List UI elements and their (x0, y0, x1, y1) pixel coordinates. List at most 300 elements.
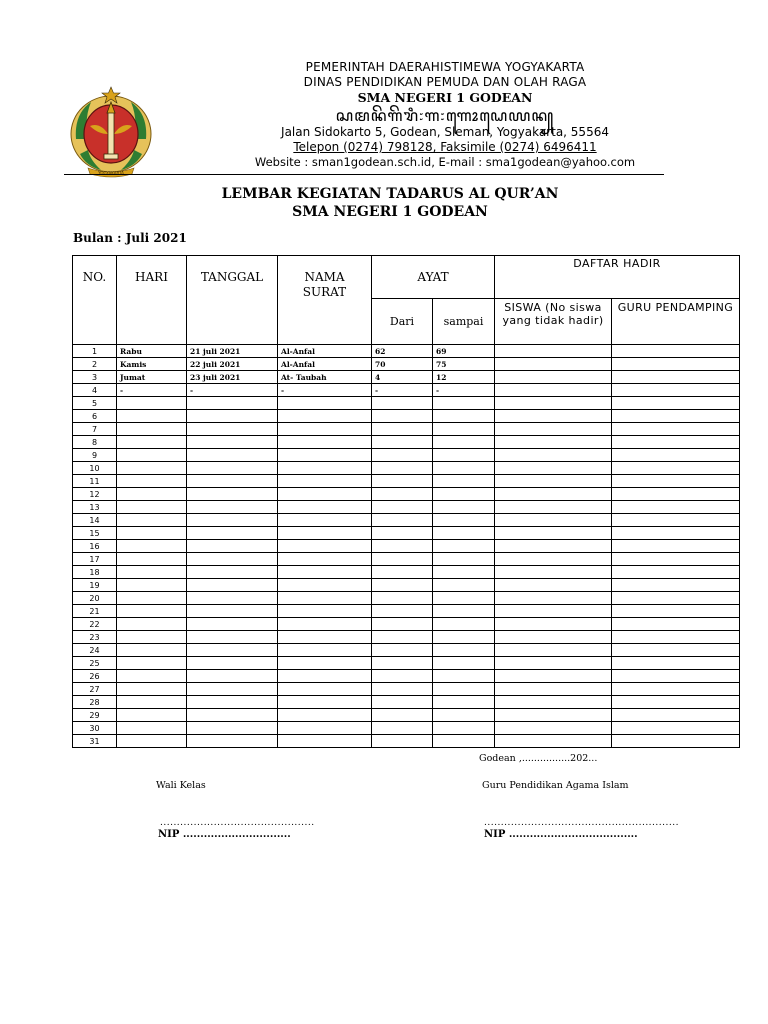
cell-tanggal (187, 722, 278, 735)
cell-tanggal (187, 540, 278, 553)
cell-sampai (433, 631, 495, 644)
cell-guru (612, 527, 740, 540)
cell-hari (117, 644, 187, 657)
cell-siswa (495, 384, 612, 397)
cell-guru (612, 540, 740, 553)
cell-hari: Jumat (117, 371, 187, 384)
cell-dari (372, 631, 433, 644)
header-address: Jalan Sidokarto 5, Godean, Sleman, Yogyakarta, 55564 (281, 125, 609, 139)
cell-siswa (495, 657, 612, 670)
cell-guru (612, 683, 740, 696)
cell-hari (117, 423, 187, 436)
cell-hari (117, 579, 187, 592)
cell-siswa (495, 579, 612, 592)
cell-no: 28 (73, 696, 117, 709)
cell-siswa (495, 436, 612, 449)
cell-siswa (495, 475, 612, 488)
cell-hari: - (117, 384, 187, 397)
table-row (73, 527, 740, 540)
header-nama-surat: NAMA SURAT (278, 256, 372, 345)
cell-sampai (433, 449, 495, 462)
cell-dari (372, 501, 433, 514)
table-row (73, 436, 740, 449)
cell-surat (278, 683, 372, 696)
cell-surat (278, 553, 372, 566)
table-row (73, 579, 740, 592)
cell-siswa (495, 722, 612, 735)
wali-kelas-label: Wali Kelas (156, 780, 206, 791)
cell-sampai (433, 488, 495, 501)
cell-tanggal: 21 juli 2021 (187, 345, 278, 358)
cell-sampai (433, 605, 495, 618)
cell-hari: Rabu (117, 345, 187, 358)
cell-surat (278, 501, 372, 514)
cell-tanggal (187, 462, 278, 475)
cell-tanggal (187, 696, 278, 709)
cell-no: 29 (73, 709, 117, 722)
cell-surat (278, 475, 372, 488)
cell-dari (372, 488, 433, 501)
cell-dari (372, 696, 433, 709)
cell-surat (278, 696, 372, 709)
cell-tanggal (187, 566, 278, 579)
cell-hari (117, 449, 187, 462)
cell-siswa (495, 358, 612, 371)
cell-sampai (433, 592, 495, 605)
cell-dari: - (372, 384, 433, 397)
cell-sampai (433, 644, 495, 657)
cell-dari (372, 579, 433, 592)
table-row (73, 358, 740, 371)
cell-siswa (495, 644, 612, 657)
table-row (73, 553, 740, 566)
cell-no: 10 (73, 462, 117, 475)
cell-hari (117, 618, 187, 631)
table-row (73, 410, 740, 423)
table-row (73, 670, 740, 683)
cell-sampai: 12 (433, 371, 495, 384)
table-row (73, 449, 740, 462)
table-row (73, 501, 740, 514)
svg-text:YOGYAKARTA: YOGYAKARTA (98, 170, 124, 176)
cell-hari (117, 657, 187, 670)
cell-surat: - (278, 384, 372, 397)
cell-tanggal (187, 683, 278, 696)
cell-no: 2 (73, 358, 117, 371)
table-row (73, 657, 740, 670)
signature-line-left: .............................................. (160, 818, 315, 828)
cell-sampai (433, 735, 495, 748)
header-hari: HARI (117, 256, 187, 345)
cell-surat (278, 566, 372, 579)
bulan-label: Bulan : Juli 2021 (73, 231, 187, 245)
cell-no: 6 (73, 410, 117, 423)
cell-no: 31 (73, 735, 117, 748)
header-guru-pendamping: GURU PENDAMPING (612, 299, 740, 345)
cell-guru (612, 670, 740, 683)
cell-guru (612, 397, 740, 410)
cell-siswa (495, 371, 612, 384)
cell-dari (372, 605, 433, 618)
cell-hari (117, 592, 187, 605)
nip-right: NIP ..................................... (484, 829, 638, 840)
cell-guru (612, 488, 740, 501)
cell-surat (278, 423, 372, 436)
header-ayat: AYAT (372, 256, 495, 299)
table-row (73, 371, 740, 384)
cell-no: 23 (73, 631, 117, 644)
cell-dari (372, 618, 433, 631)
cell-sampai (433, 462, 495, 475)
table-row (73, 631, 740, 644)
cell-surat: Al-Anfal (278, 358, 372, 371)
table-row (73, 592, 740, 605)
cell-hari (117, 410, 187, 423)
cell-no: 17 (73, 553, 117, 566)
table-row (73, 397, 740, 410)
cell-surat (278, 644, 372, 657)
cell-sampai (433, 566, 495, 579)
cell-sampai: 69 (433, 345, 495, 358)
header-line1: PEMERINTAH DAERAHISTIMEWA YOGYAKARTA (305, 60, 585, 74)
cell-sampai (433, 683, 495, 696)
cell-sampai (433, 475, 495, 488)
cell-surat (278, 605, 372, 618)
cell-siswa (495, 345, 612, 358)
cell-guru (612, 566, 740, 579)
cell-no: 8 (73, 436, 117, 449)
cell-sampai (433, 579, 495, 592)
cell-dari (372, 436, 433, 449)
cell-siswa (495, 540, 612, 553)
cell-sampai: 75 (433, 358, 495, 371)
cell-guru (612, 462, 740, 475)
cell-siswa (495, 462, 612, 475)
cell-siswa (495, 709, 612, 722)
cell-tanggal (187, 488, 278, 501)
cell-sampai (433, 410, 495, 423)
cell-hari (117, 488, 187, 501)
cell-dari (372, 735, 433, 748)
cell-siswa (495, 501, 612, 514)
cell-dari (372, 475, 433, 488)
cell-tanggal (187, 449, 278, 462)
cell-hari (117, 670, 187, 683)
cell-surat (278, 514, 372, 527)
cell-guru (612, 345, 740, 358)
cell-tanggal (187, 501, 278, 514)
cell-guru (612, 618, 740, 631)
cell-sampai (433, 397, 495, 410)
document-title: LEMBAR KEGIATAN TADARUS AL QUR’AN (221, 186, 559, 202)
cell-sampai (433, 436, 495, 449)
cell-sampai (433, 696, 495, 709)
cell-dari (372, 592, 433, 605)
cell-hari (117, 696, 187, 709)
cell-guru (612, 631, 740, 644)
cell-surat (278, 657, 372, 670)
cell-surat: At- Taubah (278, 371, 372, 384)
cell-hari (117, 709, 187, 722)
cell-guru (612, 358, 740, 371)
cell-guru (612, 696, 740, 709)
cell-no: 20 (73, 592, 117, 605)
cell-dari (372, 410, 433, 423)
cell-no: 4 (73, 384, 117, 397)
cell-dari (372, 527, 433, 540)
cell-siswa (495, 631, 612, 644)
cell-no: 16 (73, 540, 117, 553)
cell-siswa (495, 397, 612, 410)
cell-no: 12 (73, 488, 117, 501)
cell-surat (278, 631, 372, 644)
cell-sampai (433, 553, 495, 566)
cell-guru (612, 371, 740, 384)
cell-surat (278, 670, 372, 683)
cell-siswa (495, 683, 612, 696)
cell-sampai (433, 722, 495, 735)
cell-siswa (495, 618, 612, 631)
signature-line-right: .......................................................... (484, 818, 679, 828)
cell-surat (278, 436, 372, 449)
cell-siswa (495, 488, 612, 501)
cell-dari (372, 553, 433, 566)
cell-surat (278, 735, 372, 748)
cell-sampai (433, 657, 495, 670)
cell-no: 3 (73, 371, 117, 384)
cell-tanggal (187, 644, 278, 657)
cell-siswa (495, 423, 612, 436)
cell-dari (372, 449, 433, 462)
cell-tanggal (187, 670, 278, 683)
table-row (73, 514, 740, 527)
header-line2: DINAS PENDIDIKAN PEMUDA DAN OLAH RAGA (303, 75, 587, 89)
cell-hari (117, 553, 187, 566)
cell-guru (612, 501, 740, 514)
cell-siswa (495, 527, 612, 540)
header-dari: Dari (372, 299, 433, 345)
table-row (73, 475, 740, 488)
cell-no: 11 (73, 475, 117, 488)
cell-siswa (495, 605, 612, 618)
cell-dari (372, 657, 433, 670)
table-row (73, 566, 740, 579)
cell-siswa (495, 696, 612, 709)
attendance-table (72, 255, 740, 748)
cell-hari (117, 735, 187, 748)
cell-guru (612, 722, 740, 735)
cell-tanggal: 23 juli 2021 (187, 371, 278, 384)
cell-guru (612, 657, 740, 670)
cell-surat (278, 709, 372, 722)
cell-no: 24 (73, 644, 117, 657)
cell-sampai (433, 423, 495, 436)
cell-dari (372, 683, 433, 696)
cell-hari (117, 605, 187, 618)
cell-tanggal (187, 579, 278, 592)
cell-hari (117, 436, 187, 449)
table-row (73, 540, 740, 553)
header-school-name: SMA NEGERI 1 GODEAN (357, 90, 533, 105)
cell-tanggal: - (187, 384, 278, 397)
cell-sampai: - (433, 384, 495, 397)
cell-tanggal (187, 631, 278, 644)
cell-hari (117, 462, 187, 475)
cell-guru (612, 605, 740, 618)
table-row (73, 423, 740, 436)
cell-hari (117, 501, 187, 514)
cell-dari (372, 566, 433, 579)
cell-dari (372, 540, 433, 553)
cell-guru (612, 579, 740, 592)
cell-tanggal (187, 735, 278, 748)
place-date: Godean ,................202... (479, 753, 598, 764)
cell-siswa (495, 514, 612, 527)
cell-dari: 4 (372, 371, 433, 384)
cell-guru (612, 735, 740, 748)
cell-siswa (495, 566, 612, 579)
cell-tanggal (187, 709, 278, 722)
cell-sampai (433, 709, 495, 722)
cell-tanggal (187, 436, 278, 449)
cell-siswa (495, 410, 612, 423)
cell-sampai (433, 527, 495, 540)
cell-hari (117, 631, 187, 644)
table-row (73, 345, 740, 358)
cell-siswa (495, 449, 612, 462)
cell-no: 25 (73, 657, 117, 670)
cell-no: 13 (73, 501, 117, 514)
cell-dari (372, 462, 433, 475)
cell-no: 1 (73, 345, 117, 358)
table-row (73, 462, 740, 475)
cell-tanggal (187, 657, 278, 670)
cell-siswa (495, 735, 612, 748)
cell-surat (278, 449, 372, 462)
cell-no: 15 (73, 527, 117, 540)
cell-tanggal (187, 397, 278, 410)
cell-dari: 70 (372, 358, 433, 371)
cell-no: 22 (73, 618, 117, 631)
letterhead (232, 60, 658, 170)
cell-surat (278, 579, 372, 592)
table-row (73, 696, 740, 709)
cell-guru (612, 592, 740, 605)
header-sampai: sampai (433, 299, 495, 345)
cell-tanggal (187, 553, 278, 566)
nip-left: NIP ............................... (158, 829, 291, 840)
cell-surat (278, 540, 372, 553)
cell-tanggal (187, 592, 278, 605)
cell-guru (612, 423, 740, 436)
table-row (73, 735, 740, 748)
cell-sampai (433, 514, 495, 527)
cell-sampai (433, 501, 495, 514)
cell-hari (117, 683, 187, 696)
table-row (73, 644, 740, 657)
cell-sampai (433, 618, 495, 631)
cell-surat (278, 618, 372, 631)
table-row (73, 488, 740, 501)
cell-surat (278, 592, 372, 605)
cell-no: 18 (73, 566, 117, 579)
cell-dari (372, 397, 433, 410)
cell-hari (117, 540, 187, 553)
table-row (73, 709, 740, 722)
cell-guru (612, 436, 740, 449)
cell-dari: 62 (372, 345, 433, 358)
cell-sampai (433, 670, 495, 683)
document-subtitle: SMA NEGERI 1 GODEAN (292, 204, 488, 220)
cell-tanggal (187, 527, 278, 540)
cell-dari (372, 423, 433, 436)
header-website: Website : sman1godean.sch.id, E-mail : sma1godean@yahoo.com (254, 155, 636, 169)
table-header-row (73, 256, 740, 299)
cell-guru (612, 449, 740, 462)
cell-tanggal (187, 475, 278, 488)
cell-no: 19 (73, 579, 117, 592)
cell-guru (612, 644, 740, 657)
cell-siswa (495, 553, 612, 566)
cell-no: 21 (73, 605, 117, 618)
cell-tanggal (187, 423, 278, 436)
header-siswa: SISWA (No siswa yang tidak hadir) (495, 299, 612, 345)
cell-guru (612, 553, 740, 566)
table-row (73, 384, 740, 397)
cell-surat (278, 488, 372, 501)
table-row (73, 683, 740, 696)
cell-surat (278, 527, 372, 540)
cell-tanggal (187, 514, 278, 527)
cell-sampai (433, 540, 495, 553)
cell-no: 9 (73, 449, 117, 462)
cell-surat (278, 397, 372, 410)
cell-hari (117, 527, 187, 540)
pemda-diy-emblem (66, 84, 156, 178)
cell-dari (372, 709, 433, 722)
header-javanese-script: ꦱꦩꦤꦼꦒꦼꦫꦶ꧇꧑꧇ꦒꦺꦴꦝꦺꦪꦤ꧀ (335, 106, 555, 125)
cell-no: 27 (73, 683, 117, 696)
cell-surat: Al-Anfal (278, 345, 372, 358)
table-row (73, 618, 740, 631)
header-tanggal: TANGGAL (187, 256, 278, 345)
guru-agama-label: Guru Pendidikan Agama Islam (482, 780, 629, 791)
letterhead-divider (64, 174, 664, 175)
cell-guru (612, 410, 740, 423)
cell-siswa (495, 592, 612, 605)
cell-hari (117, 514, 187, 527)
cell-hari: Kamis (117, 358, 187, 371)
cell-hari (117, 475, 187, 488)
cell-guru (612, 514, 740, 527)
cell-tanggal (187, 618, 278, 631)
cell-dari (372, 722, 433, 735)
cell-surat (278, 722, 372, 735)
cell-tanggal: 22 juli 2021 (187, 358, 278, 371)
cell-tanggal (187, 410, 278, 423)
table-row (73, 605, 740, 618)
cell-guru (612, 475, 740, 488)
cell-hari (117, 566, 187, 579)
cell-dari (372, 644, 433, 657)
cell-dari (372, 670, 433, 683)
header-telepon: Telepon (0274) 798128, Faksimile (0274) 6496411 (293, 140, 597, 154)
header-no: NO. (73, 256, 117, 345)
cell-siswa (495, 670, 612, 683)
cell-tanggal (187, 605, 278, 618)
cell-no: 5 (73, 397, 117, 410)
cell-no: 7 (73, 423, 117, 436)
